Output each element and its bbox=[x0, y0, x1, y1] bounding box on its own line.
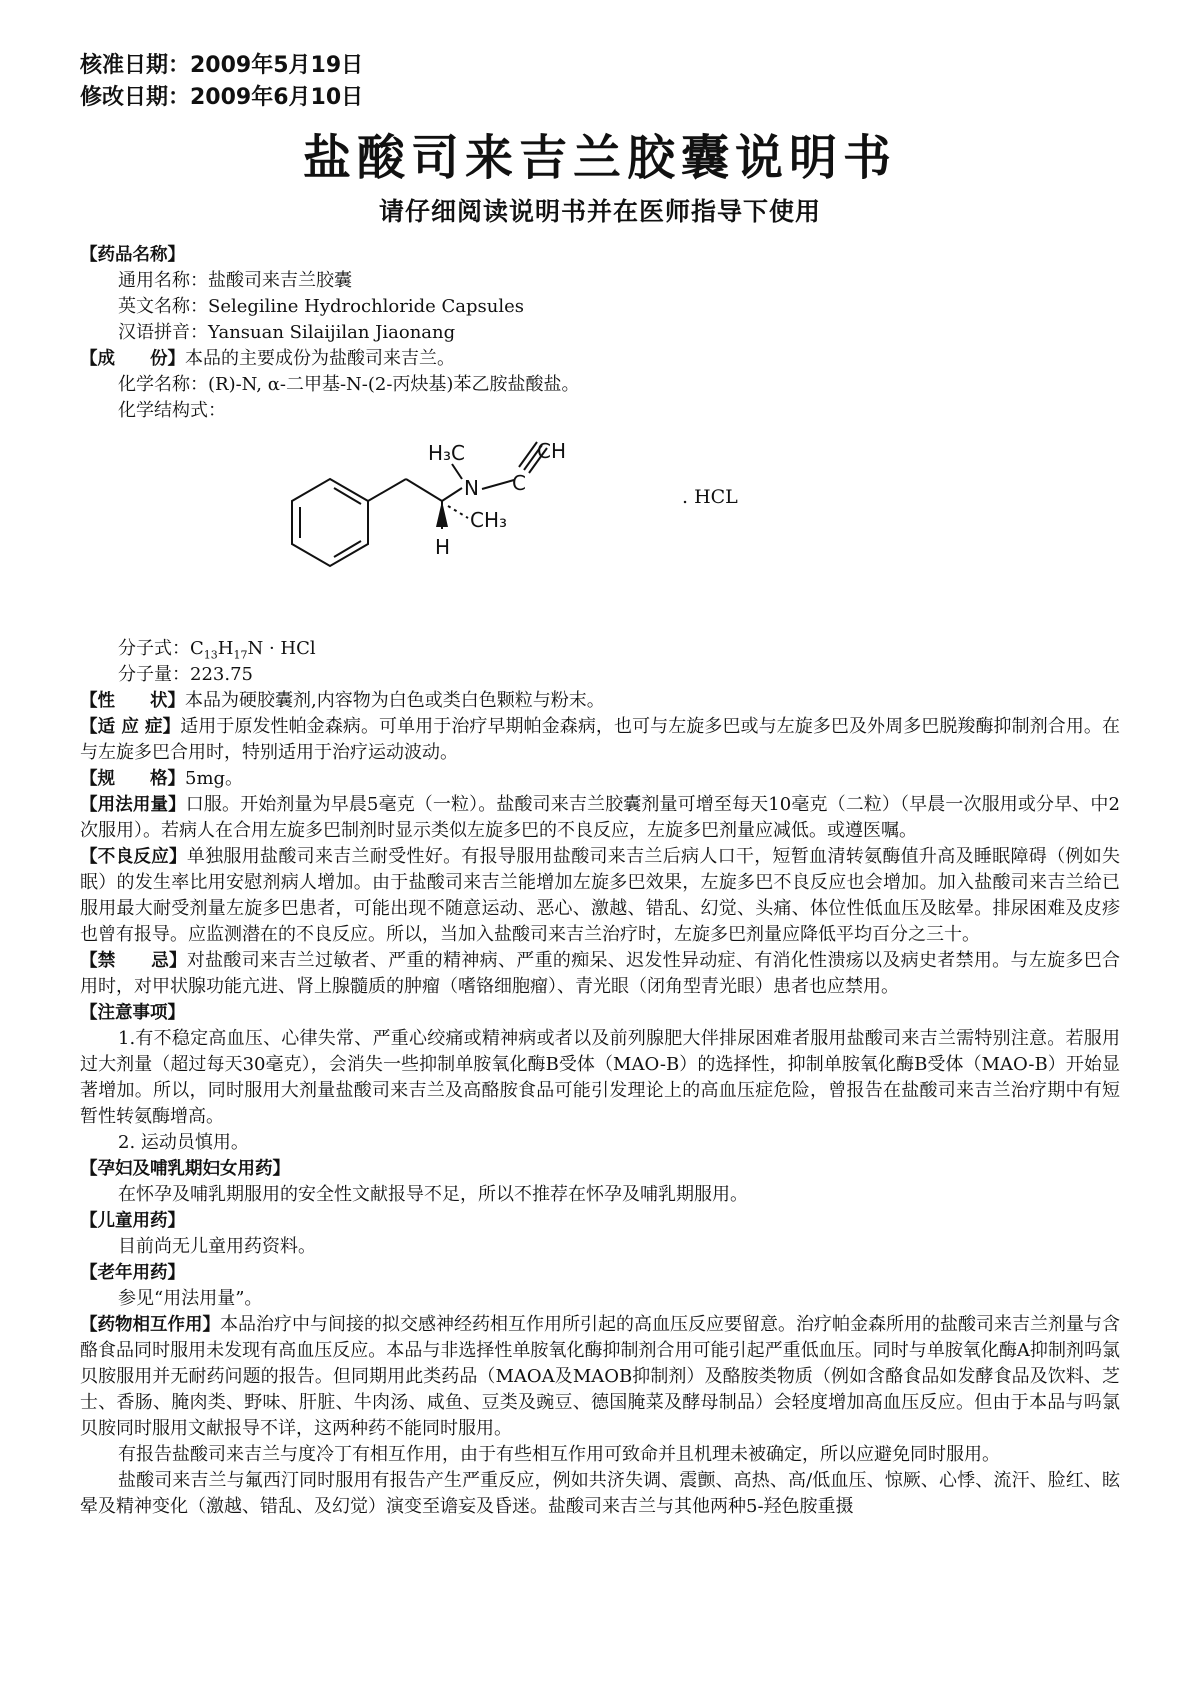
h3c-label: H₃C bbox=[428, 441, 466, 465]
section-drug-name-heading: 【药品名称】 bbox=[80, 245, 185, 265]
section-text: 单独服用盐酸司来吉兰耐受性好。有报导服用盐酸司来吉兰后病人口干，短暂血清转氨酶值升高及睡眠障碍（例如失眠）的发生率比用安慰剂病人增加。由于盐酸司来吉兰能增加左旋多巴效果，左旋多巴不良反应也会增加。加入盐酸司来吉兰给已服用最大耐受剂量左旋多巴患者，可能出现不随意运动、恶心、激越、错乱、幻觉、头痛、体位性低血压及眩晕。排尿困难及皮疹也曾有报导。应监测潜在的不良反应。所以，当加入盐酸司来吉兰治疗时，左旋多巴剂量应降低平均百分之三十。 bbox=[80, 846, 1121, 945]
section-precautions-heading: 【注意事项】 bbox=[80, 1003, 185, 1023]
benzene-double-bond bbox=[334, 488, 361, 504]
precaution-item: 2. 运动员慎用。 bbox=[118, 1132, 249, 1153]
hashed-bond bbox=[448, 506, 468, 518]
section-interactions bbox=[80, 1312, 1120, 1442]
date-block bbox=[80, 50, 363, 114]
section-heading: 【用法用量】 bbox=[80, 795, 186, 815]
hydrogen-label: H bbox=[435, 535, 451, 559]
chemical-structure bbox=[230, 424, 1120, 636]
section-text: 5mg。 bbox=[185, 768, 244, 789]
section-text: 口服。开始剂量为早晨5毫克（一粒）。盐酸司来吉兰胶囊剂量可增至每天10毫克（二粒）（早晨一次服用或分早、中2次服用）。若病人在合用左旋多巴制剂时显示类似左旋多巴的不良反应，左旋多巴剂量应减低。或遵医嘱。 bbox=[80, 794, 1120, 841]
interactions-paragraph: 有报告盐酸司来吉兰与度冷丁有相互作用，由于有些相互作用可致命并且机理未被确定，所以应避免同时服用。 bbox=[118, 1444, 1000, 1465]
section-text: 适用于原发性帕金森病。可单用于治疗早期帕金森病，也可与左旋多巴或与左旋多巴及外周多巴脱羧酶抑制剂合用。在与左旋多巴合用时，特别适用于治疗运动波动。 bbox=[80, 716, 1121, 763]
english-name: 英文名称：Selegiline Hydrochloride Capsules bbox=[118, 296, 525, 317]
ch-label: CH bbox=[537, 439, 567, 463]
section-heading: 【成 份】 bbox=[80, 349, 185, 369]
bond bbox=[442, 488, 462, 501]
generic-name: 通用名称：盐酸司来吉兰胶囊 bbox=[118, 270, 352, 291]
structure-diagram bbox=[230, 424, 790, 636]
section-heading: 【不良反应】 bbox=[80, 847, 187, 867]
molecular-weight: 分子量：223.75 bbox=[118, 664, 253, 685]
revision-date: 修改日期：2009年6月10日 bbox=[80, 85, 364, 110]
section-contraindications bbox=[80, 948, 1120, 1000]
benzene-double-bond bbox=[334, 541, 361, 557]
section-heading: 【规 格】 bbox=[80, 769, 185, 789]
children-text: 目前尚无儿童用药资料。 bbox=[118, 1236, 316, 1257]
hcl-label: . HCL bbox=[682, 486, 738, 508]
document-title: 盐酸司来吉兰胶囊说明书 bbox=[302, 130, 897, 186]
document-body bbox=[80, 242, 1120, 1520]
precaution-item: 1.有不稳定高血压、心律失常、严重心绞痛或精神病或者以及前列腺肥大伴排尿困难者服用盐酸司来吉兰需特别注意。若服用过大剂量（超过每天30毫克），会消失一些抑制单胺氧化酶B受体（MAO-B）的选择性，抑制单胺氧化酶B受体（MAO-B）开始显著增加。所以，同时服用大剂量盐酸司来吉兰及高酪胺食品可能引发理论上的高血压症危险，曾报告在盐酸司来吉兰治疗期中有短暂性转氨酶增高。 bbox=[80, 1028, 1120, 1127]
section-indications bbox=[80, 714, 1120, 766]
bond bbox=[368, 479, 406, 501]
structure-label: 化学结构式： bbox=[118, 400, 226, 421]
elderly-text: 参见“用法用量”。 bbox=[118, 1288, 263, 1309]
section-heading: 【性 状】 bbox=[80, 691, 185, 711]
pregnancy-text: 在怀孕及哺乳期服用的安全性文献报导不足，所以不推荐在怀孕及哺乳期服用。 bbox=[118, 1184, 748, 1205]
interactions-paragraph: 盐酸司来吉兰与氟西汀同时服用有报告产生严重反应，例如共济失调、震颤、高热、高/低血压、惊厥、心悸、流汗、脸红、眩晕及精神变化（激越、错乱、及幻觉）演变至谵妄及昏迷。盐酸司来吉兰与其他两种5-羟色胺重摄 bbox=[80, 1470, 1120, 1517]
wedge-bond bbox=[436, 501, 448, 527]
bond bbox=[406, 479, 442, 501]
section-heading: 【禁 忌】 bbox=[80, 951, 187, 971]
benzene-ring bbox=[292, 479, 368, 566]
section-heading: 【适 应 症】 bbox=[80, 717, 181, 737]
section-heading: 【药物相互作用】 bbox=[80, 1315, 220, 1335]
nitrogen-label: N bbox=[464, 476, 479, 500]
section-properties bbox=[80, 688, 1120, 714]
section-text: 对盐酸司来吉兰过敏者、严重的精神病、严重的痴呆、迟发性异动症、有消化性溃疡以及病史者禁用。与左旋多巴合用时，对甲状腺功能亢进、肾上腺髓质的肿瘤（嗜铬细胞瘤）、青光眼（闭角型青光眼）患者也应禁用。 bbox=[80, 950, 1121, 997]
section-elderly-heading: 【老年用药】 bbox=[80, 1263, 185, 1283]
section-children-heading: 【儿童用药】 bbox=[80, 1211, 185, 1231]
section-pregnancy-heading: 【孕妇及哺乳期妇女用药】 bbox=[80, 1159, 290, 1179]
molecular-formula: 分子式：$C_{13}H_{17}N$ · HCl bbox=[118, 638, 316, 662]
pinyin-name: 汉语拼音：Yansuan Silaijilan Jiaonang bbox=[118, 322, 456, 343]
section-text: 本品为硬胶囊剂,内容物为白色或类白色颗粒与粉末。 bbox=[185, 690, 605, 711]
section-text: 本品的主要成份为盐酸司来吉兰。 bbox=[185, 348, 455, 369]
chemical-name: 化学名称：(R)-N, α-二甲基-N-(2-丙炔基)苯乙胺盐酸盐。 bbox=[118, 374, 580, 395]
approval-date: 核准日期：2009年5月19日 bbox=[80, 53, 364, 78]
bond bbox=[482, 480, 514, 489]
section-specification bbox=[80, 766, 1120, 792]
section-composition bbox=[80, 346, 1120, 372]
document-subtitle: 请仔细阅读说明书并在医师指导下使用 bbox=[378, 197, 821, 226]
carbon-label: C bbox=[512, 471, 526, 495]
ch3-label: CH₃ bbox=[470, 508, 508, 532]
bond bbox=[452, 464, 462, 479]
section-text: 本品治疗中与间接的拟交感神经药相互作用所引起的高血压反应要留意。治疗帕金森所用的盐酸司来吉兰剂量与含酪食品同时服用未发现有高血压反应。本品与非选择性单胺氧化酶抑制剂合用可能引起严重低血压。同时与单胺氧化酶A抑制剂吗氯贝胺服用并无耐药问题的报告。但同期用此类药品（MAOA及MAOB抑制剂）及酪胺类物质（例如含酪食品如发酵食品及饮料、芝士、香肠、腌肉类、野味、肝脏、牛肉汤、咸鱼、豆类及豌豆、德国腌菜及酵母制品）会轻度增加高血压反应。但由于本品与吗氯贝胺同时服用文献报导不详，这两种药不能同时服用。 bbox=[80, 1314, 1120, 1439]
section-dosage bbox=[80, 792, 1120, 844]
section-adverse-reactions bbox=[80, 844, 1120, 948]
